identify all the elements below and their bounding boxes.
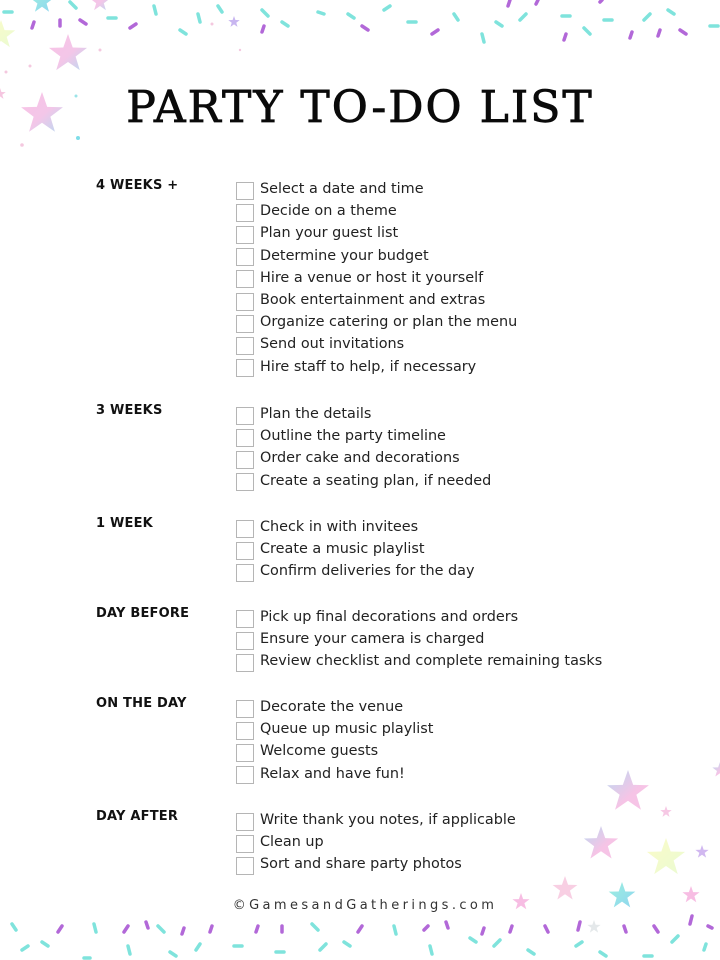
item-label: Sort and share party photos — [260, 856, 462, 873]
item-label: Queue up music playlist — [260, 721, 434, 738]
checklist — [236, 809, 516, 876]
item-label: Decorate the venue — [260, 699, 404, 716]
item-label: Clean up — [260, 834, 324, 851]
checkbox[interactable] — [236, 473, 254, 491]
star-icon — [712, 762, 720, 776]
star-icon — [587, 920, 600, 933]
star-icon — [660, 806, 671, 817]
checklist-item[interactable] — [236, 178, 517, 200]
checkbox[interactable] — [236, 520, 254, 538]
star-icon — [228, 16, 239, 27]
checklist-item[interactable] — [236, 516, 475, 538]
checklist-item[interactable] — [236, 447, 491, 469]
checkbox[interactable] — [236, 204, 254, 222]
checkbox[interactable] — [236, 835, 254, 853]
checkbox[interactable] — [236, 632, 254, 650]
checklist-item[interactable] — [236, 696, 433, 718]
checklist-item[interactable] — [236, 356, 517, 378]
checkbox[interactable] — [236, 407, 254, 425]
checklist-item[interactable] — [236, 740, 433, 762]
item-label: Send out invitations — [260, 336, 405, 353]
checkbox[interactable] — [236, 857, 254, 875]
checklist-item[interactable] — [236, 831, 516, 853]
page-title: PARTY TO-DO LIST — [126, 82, 594, 133]
checklist-item[interactable] — [236, 809, 516, 831]
checklist — [236, 606, 602, 673]
checklist-item[interactable] — [236, 311, 517, 333]
checklist-item[interactable] — [236, 538, 475, 560]
section-label: 3 WEEKS — [96, 403, 163, 418]
checklist-item[interactable] — [236, 333, 517, 355]
star-icon — [647, 838, 685, 874]
item-label: Review checklist and complete remaining tasks — [260, 653, 603, 670]
checklist-item[interactable] — [236, 628, 602, 650]
section-label: DAY BEFORE — [96, 606, 190, 621]
checkbox[interactable] — [236, 564, 254, 582]
item-label: Ensure your camera is charged — [260, 631, 485, 648]
item-label: Decide on a theme — [260, 203, 397, 220]
checklist-item[interactable] — [236, 560, 475, 582]
item-label: Create a music playlist — [260, 541, 425, 558]
item-label: Hire staff to help, if necessary — [260, 358, 477, 375]
checkbox[interactable] — [236, 722, 254, 740]
checklist — [236, 516, 475, 583]
item-label: Welcome guests — [260, 743, 379, 760]
checklist-item[interactable] — [236, 403, 491, 425]
checklist-item[interactable] — [236, 606, 602, 628]
checklist-item[interactable] — [236, 425, 491, 447]
star-icon — [695, 845, 708, 858]
item-label: Write thank you notes, if applicable — [260, 812, 516, 829]
item-label: Outline the party timeline — [260, 428, 446, 445]
star-icon — [90, 0, 109, 10]
checkbox[interactable] — [236, 766, 254, 784]
star-icon — [31, 0, 54, 12]
checklist — [236, 403, 491, 492]
checklist-item[interactable] — [236, 200, 517, 222]
item-label: Select a date and time — [260, 181, 424, 198]
checkbox[interactable] — [236, 429, 254, 447]
item-label: Book entertainment and extras — [260, 292, 486, 309]
star-icon — [607, 770, 649, 810]
checklist-item[interactable] — [236, 289, 517, 311]
checklist-item[interactable] — [236, 222, 517, 244]
checklist-item[interactable] — [236, 763, 433, 785]
copyright-footer: ©GamesandGatherings.com — [232, 898, 498, 913]
checklist-item[interactable] — [236, 245, 517, 267]
checkbox[interactable] — [236, 542, 254, 560]
checklist-item[interactable] — [236, 267, 517, 289]
checkbox[interactable] — [236, 226, 254, 244]
checkbox[interactable] — [236, 248, 254, 266]
star-icon — [584, 826, 618, 859]
star-icon — [49, 34, 87, 70]
checklist-item[interactable] — [236, 650, 602, 672]
item-label: Organize catering or plan the menu — [260, 314, 518, 331]
checkbox[interactable] — [236, 610, 254, 628]
item-label: Create a seating plan, if needed — [260, 472, 492, 489]
checkbox[interactable] — [236, 293, 254, 311]
checkbox[interactable] — [236, 451, 254, 469]
item-label: Plan your guest list — [260, 225, 399, 242]
section-label: 4 WEEKS + — [96, 178, 179, 193]
checkbox[interactable] — [236, 813, 254, 831]
star-icon — [553, 876, 578, 900]
item-label: Check in with invitees — [260, 519, 419, 536]
checklist — [236, 696, 433, 785]
star-icon — [0, 20, 15, 47]
section-label: 1 WEEK — [96, 516, 153, 531]
item-label: Determine your budget — [260, 247, 429, 264]
checklist-item[interactable] — [236, 470, 491, 492]
item-label: Hire a venue or host it yourself — [260, 269, 484, 286]
checklist-item[interactable] — [236, 853, 516, 875]
checklist-item[interactable] — [236, 718, 433, 740]
checkbox[interactable] — [236, 700, 254, 718]
checkbox[interactable] — [236, 359, 254, 377]
checkbox[interactable] — [236, 315, 254, 333]
checkbox[interactable] — [236, 654, 254, 672]
checkbox[interactable] — [236, 337, 254, 355]
checkbox[interactable] — [236, 744, 254, 762]
item-label: Relax and have fun! — [260, 765, 405, 782]
item-label: Order cake and decorations — [260, 450, 460, 467]
checkbox[interactable] — [236, 270, 254, 288]
item-label: Pick up final decorations and orders — [260, 609, 519, 626]
section-label: DAY AFTER — [96, 809, 179, 824]
section-label: ON THE DAY — [96, 696, 187, 711]
checkbox[interactable] — [236, 182, 254, 200]
checklist — [236, 178, 517, 378]
item-label: Plan the details — [260, 406, 372, 423]
item-label: Confirm deliveries for the day — [260, 563, 475, 580]
